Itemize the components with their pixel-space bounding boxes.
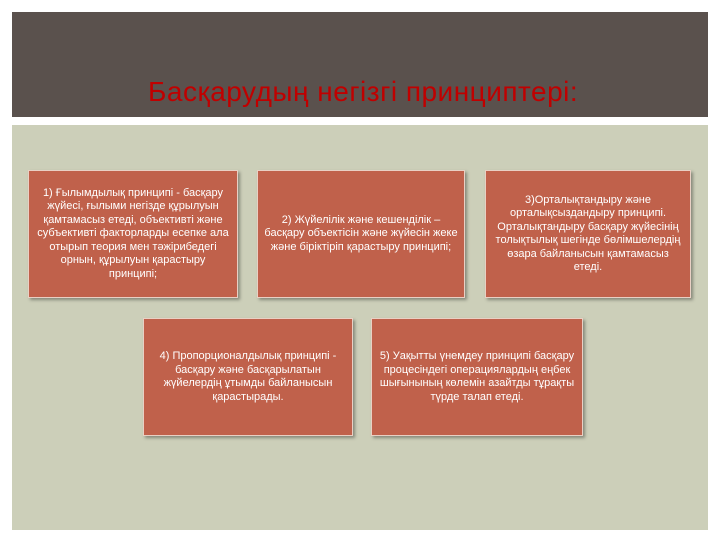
principle-card-3-text: 3)Орталықтандыру және орталықсыздандыру принципі. Орталықтандыру басқару жүйесінің толықтылық шегінде бөлімшелердің өзара байланысын қамтамасыз етеді.	[495, 193, 681, 273]
principle-card-2-text: 2) Жүйелілік және кешенділік – басқару объектісін және жүйесін жеке және біріктіріп қарастыру принципі;	[264, 213, 458, 253]
principle-card-4	[143, 318, 353, 436]
principle-card-2	[257, 170, 465, 298]
slide-title: Басқарудың негізгі принциптері:	[148, 76, 579, 107]
principle-card-4-text: 4) Пропорционалдылық принципі - басқару және басқарылатын жүйелердің ұтымды байланысын қарастырады.	[159, 350, 337, 403]
principle-card-3	[485, 170, 691, 298]
principle-card-1-text: 1) Ғылымдылық принципі - басқару жүйесі, ғылыми негізде құрылуын қамтамасыз етеді, объективті және субъективті факторларды есепке ала отырып теория мен тәжірибедегі орнын, құрылуын қарастыру принципі;	[37, 186, 229, 280]
principle-card-5-text: 5) Уақытты үнемдеу принципі басқару процесіндегі операциялардың еңбек шығынының көлемін азайтды тұрақты түрде талап етеді.	[379, 350, 575, 403]
principle-card-1	[28, 170, 238, 298]
principle-card-5	[371, 318, 583, 436]
